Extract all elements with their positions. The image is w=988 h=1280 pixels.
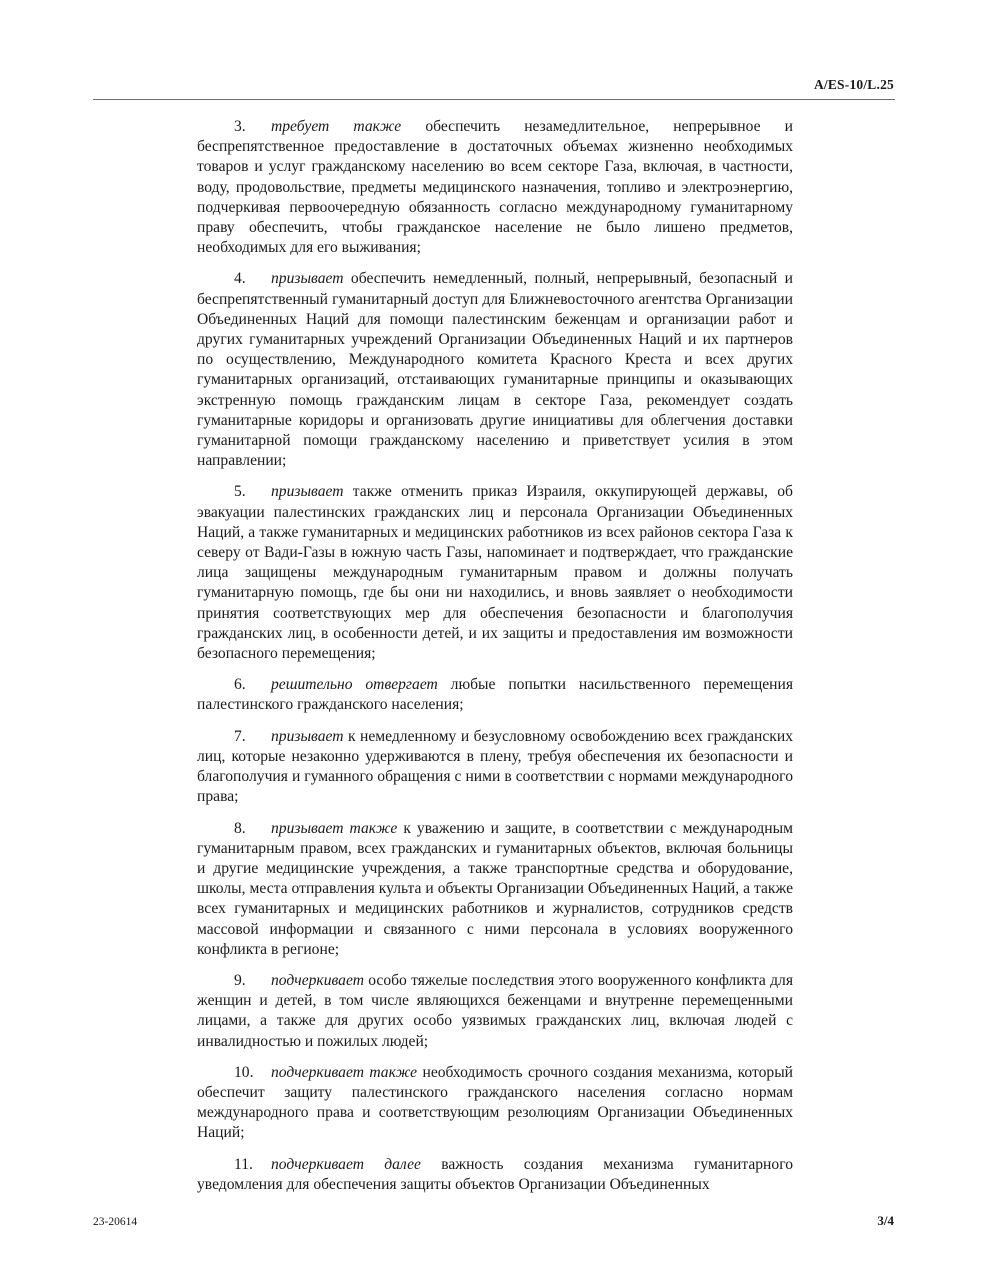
document-body — [197, 117, 793, 1206]
paragraph-text: к немедленному и безусловному освобождению всех гражданских лиц, которые незаконно удерживаются в плену, требуя обеспечения их безопасности и благополучия и гуманного обращения с ними в соответствии с нормами международного права; — [197, 727, 793, 806]
operative-verb: подчеркивает также — [271, 1063, 418, 1081]
operative-verb: подчеркивает далее — [271, 1155, 421, 1173]
paragraph-6 — [197, 675, 793, 715]
paragraph-11 — [197, 1155, 793, 1195]
operative-verb: решительно отвергает — [271, 676, 438, 694]
paragraph-number: 10. — [234, 1063, 254, 1081]
paragraph-5 — [197, 482, 793, 664]
job-number: 23-20614 — [93, 1216, 138, 1228]
operative-verb: подчеркивает — [271, 971, 364, 989]
paragraph-4 — [197, 269, 793, 471]
paragraph-text: обеспечить немедленный, полный, непрерывный, безопасный и беспрепятственный гуманитарный доступ для Ближневосточного агентства Организации Объединенных Наций для помощи палестинским беженцам и организации работ и других гуманитарных учреждений Организации Объединенных Наций и их партнеров по осуществлению, Международного комитета Красного Креста и всех других гуманитарных организаций, отстаивающих гуманитарные принципы и оказывающих экстренную помощь гражданским лицам в секторе Газа, рекомендует создать гуманитарные коридоры и организовать другие инициативы для облегчения доставки гуманитарной помощи гражданскому населению и приветствует усилия в этом направлении; — [197, 270, 793, 470]
paragraph-number: 4. — [234, 270, 246, 288]
paragraph-7 — [197, 727, 793, 808]
operative-verb: призывает — [271, 727, 344, 745]
paragraph-10 — [197, 1063, 793, 1144]
paragraph-text: важность создания механизма гуманитарного уведомления для обеспечения защиты объектов Организации Объединенных — [197, 1155, 794, 1193]
paragraph-text: также отменить приказ Израиля, оккупирующей державы, об эвакуации палестинских гражданских лиц и персонала Организации Объединенных Наций, а также гуманитарных и медицинских работников из всех районов сектора Газа к северу от Вади-Газы в южную часть Газы, напоминает и подтверждает, что гражданские лица защищены международным гуманитарным правом и должны получать гуманитарную помощь, где бы они ни находились, и вновь заявляет о необходимости принятия соответствующих мер для обеспечения безопасности и благополучия гражданских лиц, в особенности детей, и их защиты и предоставления им возможности безопасного перемещения; — [197, 483, 793, 663]
header-rule — [93, 99, 895, 100]
paragraph-number: 8. — [234, 819, 246, 837]
paragraph-number: 3. — [234, 118, 246, 135]
operative-verb: требует также — [271, 118, 402, 135]
operative-verb: призывает также — [271, 819, 398, 837]
paragraph-text: любые попытки насильственного перемещения палестинского гражданского населения; — [197, 676, 793, 714]
paragraph-8 — [197, 819, 793, 960]
paragraph-number: 6. — [234, 676, 246, 694]
paragraph-3 — [197, 117, 793, 258]
paragraph-number: 11. — [234, 1155, 253, 1173]
paragraph-number: 5. — [234, 483, 246, 501]
operative-verb: призывает — [271, 270, 344, 288]
page-number: 3/4 — [877, 1213, 894, 1228]
paragraph-text: особо тяжелые последствия этого вооруженного конфликта для женщин и детей, в том числе являющихся беженцами и внутренне перемещенными лицами, а также для других особо уязвимых гражданских лиц, включая людей с инвалидностью и пожилых людей; — [197, 971, 793, 1050]
document-symbol: A/ES-10/L.25 — [813, 77, 894, 92]
operative-verb: призывает — [271, 483, 344, 501]
paragraph-text: к уважению и защите, в соответствии с международным гуманитарным правом, всех гражданских и гуманитарных объектов, включая больницы и другие медицинские учреждения, а также транспортные средства и оборудование, школы, места отправления культа и объекты Организации Объединенных Наций, а также всех гуманитарных и медицинских работников и журналистов, сотрудников средств массовой информации и связанного с ними персонала в условиях вооруженного конфликта в регионе; — [197, 819, 793, 958]
paragraph-text: обеспечить незамедлительное, непрерывное и беспрепятственное предоставление в достаточных объемах жизненно необходимых товаров и услуг гражданскому населению во всем секторе Газа, включая, в частности, воду, продовольствие, предметы медицинского назначения, топливо и электроэнергию, подчеркивая первоочередную обязанность согласно международному гуманитарному праву обеспечить, чтобы гражданское население не было лишено предметов, необходимых для его выживания; — [197, 118, 793, 257]
paragraph-number: 7. — [234, 727, 246, 745]
paragraph-number: 9. — [234, 971, 246, 989]
paragraph-text: необходимость срочного создания механизма, который обеспечит защиту палестинского гражданского населения согласно нормам международного права и соответствующим резолюциям Организации Объединенных Наций; — [197, 1063, 794, 1142]
paragraph-9 — [197, 971, 793, 1052]
